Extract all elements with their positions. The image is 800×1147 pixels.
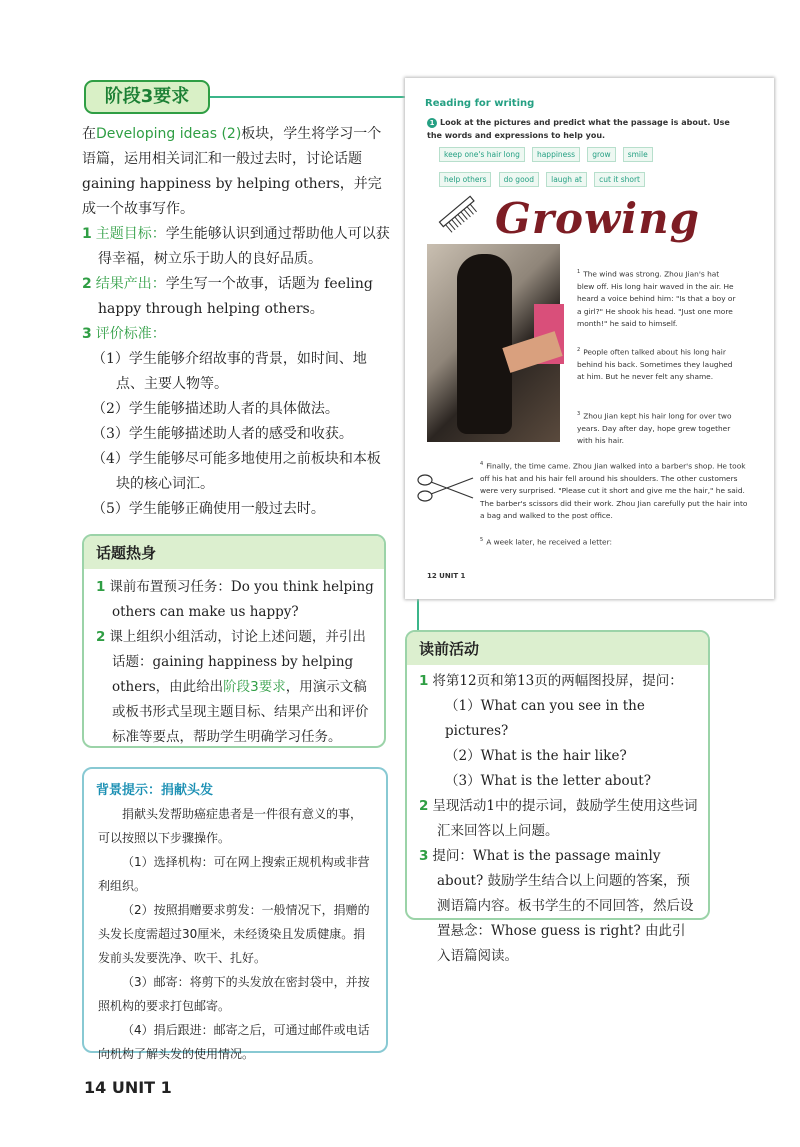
word-chip: help others xyxy=(439,172,491,187)
word-chip: do good xyxy=(499,172,539,187)
criterion-3: （3）学生能够描述助人者的感受和收获。 xyxy=(92,426,353,442)
warmup-item-2: 2 课上组织小组活动，讨论上述问题，并引出话题：gaining happiness by helping others，由此给出阶段3要求，用演示文稿或板书形式呈现主题目标、结果产出和评价标准等要点，帮助学生明确学习任务。 xyxy=(96,629,369,745)
criterion-4: （4）学生能够尽可能多地使用之前板块和本板块的核心词汇。 xyxy=(92,451,381,492)
goal-1: 1 主题目标：学生能够认识到通过帮助他人可以获得幸福，树立乐于助人的良好品质。 xyxy=(82,226,390,267)
word-chip: laugh at xyxy=(546,172,587,187)
warmup-title: 话题热身 xyxy=(84,536,384,569)
comb-icon xyxy=(433,188,483,238)
story-title: Growing xyxy=(495,194,701,243)
warmup-item-1: 1 课前布置预习任务：Do you think helping others can make us happy? xyxy=(96,579,374,620)
intro-paragraph xyxy=(82,122,392,222)
stage-title: 阶段3要求 xyxy=(84,80,210,114)
scissors-icon xyxy=(415,468,477,508)
word-chip: grow xyxy=(587,147,615,162)
textbook-page-thumbnail xyxy=(405,78,774,599)
prereading-question: （3）What is the letter about? xyxy=(445,773,651,789)
story-paragraph-3: $^3$ Zhou Jian kept his hair long for over two years. Day after day, hope grew together with his hair. xyxy=(577,411,732,446)
textbook-heading: Reading for writing xyxy=(425,98,535,109)
tips-title: 背景提示：捐献头发 xyxy=(96,783,214,798)
criterion-2: （2）学生能够描述助人者的具体做法。 xyxy=(92,401,339,417)
prereading-question: （2）What is the hair like? xyxy=(445,748,627,764)
goal-3: 3 评价标准： xyxy=(82,326,166,342)
goal-2: 2 结果产出：学生写一个故事，话题为 feeling happy through helping others。 xyxy=(82,276,373,317)
prereading-item-1: 1 将第12页和第13页的两幅图投屏，提问： xyxy=(419,673,683,689)
stage-requirements xyxy=(82,122,392,522)
intro-text-rest: 板块，学生将学习一个语篇，运用相关词汇和一般过去时，讨论话题 gaining happiness by helping others，并完成一个故事写作。 xyxy=(82,126,382,217)
story-paragraph-1: $^1$ The wind was strong. Zhou Jian's hat blew off. His long hair waved in the air. He heard a voice behind him: "Is that a boy or a girl?" He shook his head. "Just one more month!" he said to himself. xyxy=(577,269,736,329)
tips-paragraph: 捐献头发帮助癌症患者是一件很有意义的事，可以按照以下步骤操作。 xyxy=(98,807,363,845)
word-chip: cut it short xyxy=(594,172,645,187)
tips-paragraph: （1）选择机构：可在网上搜索正规机构或非营利组织。 xyxy=(98,855,370,893)
warmup-box xyxy=(82,534,386,748)
prereading-question: （1）What can you see in the pictures? xyxy=(445,698,645,739)
background-tips-box xyxy=(82,767,388,1061)
prereading-title: 读前活动 xyxy=(407,632,708,665)
textbook-question: 1 Look at the pictures and predict what the passage is about. Use the words and expressions to help you. xyxy=(427,118,730,140)
story-paragraph-4: $^4$ Finally, the time came. Zhou Jian walked into a barber's shop. He took off his hat and his hair fell around his shoulders. The other customers were very surprised. "Please cut it short and give me the hair," he said. The barber's scissors did their work. Zhou Jian carefully put the hair into a bag and walked to the post office. xyxy=(480,461,748,521)
word-chips xyxy=(439,142,739,192)
word-chip: keep one's hair long xyxy=(439,147,525,162)
word-chip: happiness xyxy=(532,147,580,162)
criterion-1: （1）学生能够介绍故事的背景，如时间、地点、主要人物等。 xyxy=(92,351,367,392)
tips-paragraph: （2）按照捐赠要求剪发：一般情况下，捐赠的头发长度需超过30厘米，未经烫染且发质健康。捐发前头发要洗净、吹干、扎好。 xyxy=(98,903,370,965)
tips-paragraph: （3）邮寄：将剪下的头发放在密封袋中，并按照机构的要求打包邮寄。 xyxy=(98,975,370,1013)
prereading-item-3: 3 提问：What is the passage mainly about? 鼓励学生结合以上问题的答案，预测语篇内容。板书学生的不同回答，然后设置悬念：Whose guess is right? 由此引入语篇阅读。 xyxy=(419,848,694,964)
story-paragraph-2: $^2$ People often talked about his long hair behind his back. Sometimes they laughed at him. But he never felt any shame. xyxy=(577,347,733,382)
page-footer: 14 UNIT 1 xyxy=(84,1078,172,1097)
section-highlight: Developing ideas (2) xyxy=(96,126,242,142)
textbook-page-footer: 12 UNIT 1 xyxy=(427,572,466,580)
connector-line xyxy=(210,96,418,98)
tips-paragraph: （4）捐后跟进：邮寄之后，可通过邮件或电话向机构了解头发的使用情况。 xyxy=(98,1023,370,1061)
word-chip: smile xyxy=(623,147,653,162)
story-paragraph-5: $^5$ A week later, he received a letter: xyxy=(480,537,612,547)
haircut-photo xyxy=(427,244,560,442)
prereading-box xyxy=(405,630,710,964)
intro-text: 在 xyxy=(82,126,96,142)
criterion-5: （5）学生能够正确使用一般过去时。 xyxy=(92,501,325,517)
prereading-item-2: 2 呈现活动1中的提示词，鼓励学生使用这些词汇来回答以上问题。 xyxy=(419,798,698,839)
